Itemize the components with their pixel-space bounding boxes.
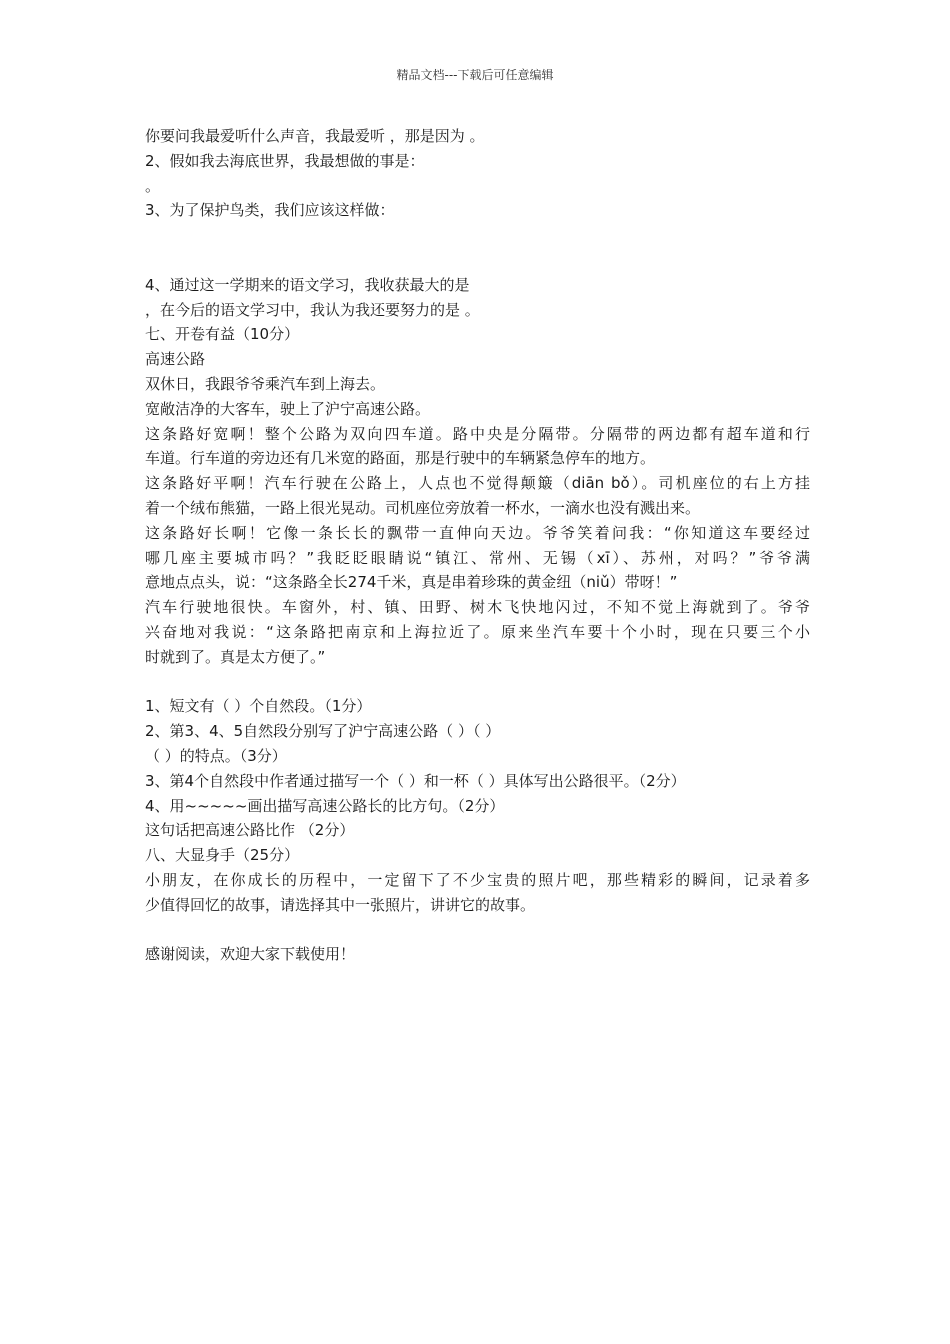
text-line: 高速公路: [145, 350, 206, 369]
text-line: 时就到了。真是太方便了。”: [145, 647, 326, 666]
text-line: 双休日，我跟爷爷乘汽车到上海去。: [145, 374, 386, 393]
text-line: 你要问我最爱听什么声音，我最爱听 ，那是因为 。: [145, 127, 485, 145]
text-line: 4、通过这一学期来的语文学习，我收获最大的是: [145, 275, 470, 294]
text-line: 。: [145, 176, 161, 195]
text-line: 感谢阅读，欢迎大家下载使用！: [145, 945, 356, 964]
text-line: 2、假如我去海底世界，我最想做的事是：: [145, 151, 425, 170]
text-line: 哪几座主要城市吗？”我眨眨眼睛说“镇江、常州、无锡（xī）、苏州，对吗？”爷爷满: [145, 548, 810, 567]
document-body: [145, 124, 810, 967]
text-line: 1、短文有（ ）个自然段。（1分）: [145, 697, 372, 716]
text-line: 意地点点头，说：“这条路全长274千米，真是串着珍珠的黄金纽（niǔ）带呀！”: [145, 573, 678, 592]
text-line: 八、大显身手（25分）: [145, 846, 300, 865]
text-line: 4、用~~~~~画出描写高速公路长的比方句。（2分）: [145, 796, 505, 815]
text-line: 宽敞洁净的大客车，驶上了沪宁高速公路。: [145, 399, 431, 418]
text-line: 2、第3、4、5自然段分别写了沪宁高速公路（ ）（ ）: [145, 722, 501, 741]
blank-line: [145, 248, 810, 273]
text-line: （ ）的特点。（3分）: [145, 746, 287, 765]
text-line: 着一个绒布熊猫，一路上很光晃动。司机座位旁放着一杯水，一滴水也没有溅出来。: [145, 498, 701, 517]
text-line: 这句话把高速公路比作 （2分）: [145, 821, 355, 840]
text-line: 这条路好宽啊！整个公路为双向四车道。路中央是分隔带。分隔带的两边都有超车道和行: [145, 424, 810, 443]
text-line: ，在今后的语文学习中，我认为我还要努力的是 。: [145, 300, 480, 319]
page-header: 精品文档---下载后可任意编辑: [396, 68, 554, 82]
blank-line: [145, 918, 810, 943]
text-line: 七、开卷有益（10分）: [145, 325, 300, 344]
blank-line: [145, 223, 810, 248]
text-line: 这条路好长啊！它像一条长长的飘带一直伸向天边。爷爷笑着问我：“你知道这车要经过: [145, 523, 810, 542]
text-line: 车道。行车道的旁边还有几米宽的路面，那是行驶中的车辆紧急停车的地方。: [145, 449, 656, 468]
text-line: 3、第4个自然段中作者通过描写一个（ ）和一杯（ ）具体写出公路很平。（2分）: [145, 771, 686, 790]
text-line: 这条路好平啊！汽车行驶在公路上，人点也不觉得颠簸（diān bǒ）。司机座位的右上方挂: [145, 474, 810, 493]
blank-line: [145, 670, 810, 695]
text-line: 小朋友，在你成长的历程中，一定留下了不少宝贵的照片吧，那些精彩的瞬间，记录着多: [145, 870, 810, 889]
text-line: 少值得回忆的故事，请选择其中一张照片，讲讲它的故事。: [145, 895, 536, 914]
text-line: 汽车行驶地很快。车窗外，村、镇、田野、树木飞快地闪过，不知不觉上海就到了。爷爷: [145, 598, 810, 617]
text-line: 兴奋地对我说：“这条路把南京和上海拉近了。原来坐汽车要十个小时，现在只要三个小: [145, 622, 810, 641]
text-line: 3、为了保护鸟类，我们应该这样做：: [145, 201, 395, 220]
